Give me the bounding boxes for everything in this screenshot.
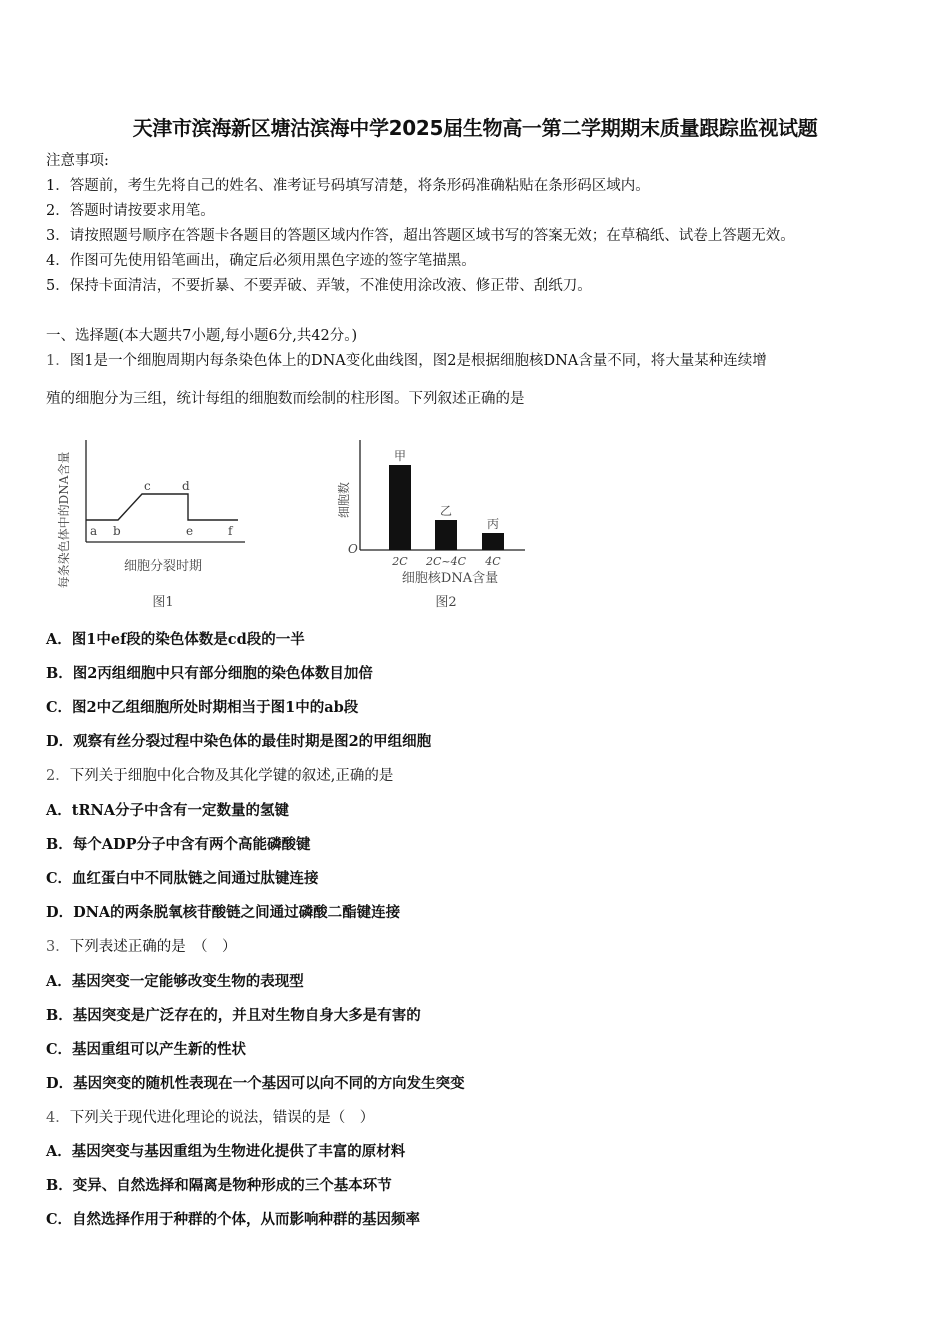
question-number: 4． bbox=[46, 1110, 70, 1126]
point-label-a: a bbox=[90, 524, 98, 538]
option-2b: B．每个ADP分子中含有两个高能磷酸键 bbox=[46, 836, 311, 853]
point-label-e: e bbox=[186, 524, 194, 538]
notice-item: 2．答题时请按要求用笔。 bbox=[46, 203, 215, 219]
figure-2-caption: 图2 bbox=[435, 595, 457, 610]
figure-1-caption: 图1 bbox=[152, 595, 174, 610]
tick-label-2C: 2C bbox=[392, 555, 408, 568]
figure-2-xlabel: 细胞核DNA含量 bbox=[401, 571, 499, 586]
bar-label-甲: 甲 bbox=[393, 449, 407, 463]
question-number: 2． bbox=[46, 768, 70, 784]
question-text: 下列表述正确的是 （ ） bbox=[69, 939, 237, 955]
option-4a: A．基因突变与基因重组为生物进化提供了丰富的原材料 bbox=[46, 1143, 406, 1160]
question-1-figures bbox=[50, 420, 540, 620]
question-text: 图1是一个细胞周期内每条染色体上的DNA变化曲线图，图2是根据细胞核DNA含量不同，将大量某种连续增 bbox=[69, 353, 767, 369]
question-text-continued: 殖的细胞分为三组，统计每组的细胞数而绘制的柱形图。下列叙述正确的是 bbox=[46, 391, 525, 407]
point-label-d: d bbox=[182, 479, 190, 493]
point-label-c: c bbox=[144, 479, 151, 493]
question-text: 下列关于细胞中化合物及其化学键的叙述,正确的是 bbox=[69, 768, 394, 784]
option-4b: B．变异、自然选择和隔离是物种形成的三个基本环节 bbox=[46, 1177, 392, 1194]
option-4c: C．自然选择作用于种群的个体，从而影响种群的基因频率 bbox=[46, 1211, 421, 1228]
page-title: 天津市滨海新区塘沽滨海中学2025届生物高一第二学期期末质量跟踪监视试题 bbox=[132, 116, 818, 140]
bar-label-丙: 丙 bbox=[486, 517, 500, 531]
option-1d: D．观察有丝分裂过程中染色体的最佳时期是图2的甲组细胞 bbox=[46, 733, 432, 750]
question-2 bbox=[46, 766, 393, 786]
option-1b: B．图2丙组细胞中只有部分细胞的染色体数目加倍 bbox=[46, 665, 373, 682]
question-number: 3． bbox=[46, 939, 70, 955]
bar-label-乙: 乙 bbox=[439, 504, 453, 518]
figure-2 bbox=[336, 440, 525, 610]
question-1 bbox=[46, 351, 767, 371]
option-3d: D．基因突变的随机性表现在一个基因可以向不同的方向发生突变 bbox=[46, 1075, 465, 1092]
bar-2C~4C bbox=[435, 520, 457, 550]
figure-1-curve bbox=[86, 494, 238, 520]
figure-2-ylabel: 细胞数 bbox=[337, 481, 351, 519]
bar-2C bbox=[389, 465, 411, 550]
option-1a: A．图1中ef段的染色体数是cd段的一半 bbox=[46, 631, 305, 648]
bar-4C bbox=[482, 533, 504, 550]
option-3b: B．基因突变是广泛存在的，并且对生物自身大多是有害的 bbox=[46, 1007, 421, 1024]
question-number: 1． bbox=[46, 353, 70, 369]
option-2a: A．tRNA分子中含有一定数量的氢键 bbox=[46, 802, 290, 819]
question-4 bbox=[46, 1108, 374, 1128]
notice-item: 1．答题前，考生先将自己的姓名、准考证号码填写清楚，将条形码准确粘贴在条形码区域内。 bbox=[46, 178, 650, 194]
tick-label-2C~4C: 2C~4C bbox=[425, 555, 467, 568]
notice-item: 5．保持卡面清洁，不要折暴、不要弄破、弄皱，不准使用涂改液、修正带、刮纸刀。 bbox=[46, 278, 592, 294]
option-3a: A．基因突变一定能够改变生物的表现型 bbox=[46, 973, 304, 990]
section-heading: 一、选择题(本大题共7小题,每小题6分,共42分。) bbox=[46, 328, 358, 344]
figure-1-ylabel: 每条染色体中的DNA含量 bbox=[57, 451, 71, 589]
option-1c: C．图2中乙组细胞所处时期相当于图1中的ab段 bbox=[46, 699, 359, 716]
option-2d: D．DNA的两条脱氧核苷酸链之间通过磷酸二酯键连接 bbox=[46, 904, 401, 921]
tick-label-4C: 4C bbox=[485, 555, 501, 568]
notice-heading: 注意事项: bbox=[46, 153, 109, 169]
notice-item: 4．作图可先使用铅笔画出，确定后必须用黑色字迹的签字笔描黑。 bbox=[46, 253, 476, 269]
option-3c: C．基因重组可以产生新的性状 bbox=[46, 1041, 247, 1058]
notice-item: 3．请按照题号顺序在答题卡各题目的答题区域内作答，超出答题区域书写的答案无效；在草稿纸、试卷上答题无效。 bbox=[46, 228, 795, 244]
figure-1-xlabel: 细胞分裂时期 bbox=[123, 559, 203, 574]
point-label-f: f bbox=[228, 524, 233, 538]
option-2c: C．血红蛋白中不同肽链之间通过肽键连接 bbox=[46, 870, 319, 887]
figure-2-origin: O bbox=[348, 542, 358, 556]
point-label-b: b bbox=[113, 524, 121, 538]
question-3 bbox=[46, 937, 236, 957]
question-text: 下列关于现代进化理论的说法，错误的是（ ） bbox=[69, 1110, 375, 1126]
figure-1 bbox=[56, 440, 245, 610]
